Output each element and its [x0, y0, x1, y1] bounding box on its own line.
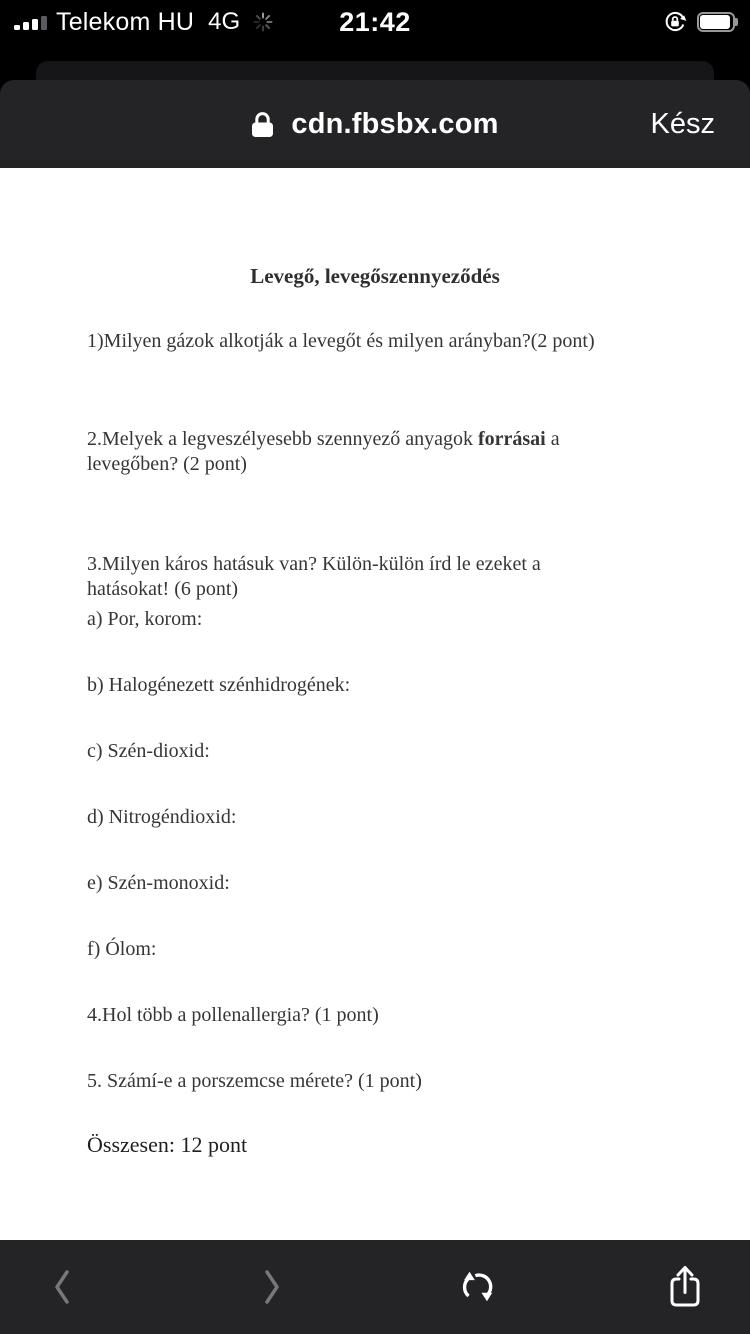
total-points: Összesen: 12 pont: [87, 1132, 248, 1157]
lock-icon: [251, 111, 274, 138]
document-title: Levegő, levegőszennyeződés: [250, 264, 500, 288]
question-4: 4.Hol több a pollenallergia? (1 pont): [87, 1004, 379, 1026]
browser-toolbar: [0, 1240, 750, 1334]
question-1: 1)Milyen gázok alkotják a levegőt és milyen arányban?(2 pont): [87, 330, 595, 352]
question-2: 2.Melyek a legveszélyesebb szennyező anyagok forrásai a levegőben? (2 pont): [87, 428, 560, 475]
question-2-bold: forrásai: [477, 428, 546, 450]
url-text: cdn.fbsbx.com: [291, 107, 499, 140]
safari-sheet: [0, 80, 750, 1334]
item-a: a) Por, korom:: [87, 608, 203, 630]
done-button[interactable]: Kész: [651, 80, 715, 168]
reload-button[interactable]: [443, 1240, 513, 1334]
battery-icon: [697, 12, 738, 32]
status-bar: [0, 0, 750, 44]
share-icon: [667, 1264, 703, 1310]
question-5: 5. Számí-e a porszemcse mérete? (1 pont): [87, 1070, 422, 1092]
forward-button[interactable]: [237, 1240, 307, 1334]
question-3: 3.Milyen káros hatásuk van? Külön-külön írd le ezeket a hatásokat! (6 pont): [87, 553, 541, 600]
item-b: b) Halogénezett szénhidrogének:: [87, 674, 351, 696]
address-field[interactable]: [0, 80, 750, 168]
clock: 21:42: [339, 6, 411, 37]
item-e: e) Szén-monoxid:: [87, 872, 230, 894]
carrier-label: Telekom HU: [56, 7, 195, 36]
url-bar: [0, 80, 750, 168]
item-d: d) Nitrogéndioxid:: [87, 806, 237, 828]
back-chevron-icon: [52, 1268, 72, 1306]
network-type-label: 4G: [208, 8, 241, 35]
back-button[interactable]: [27, 1240, 97, 1334]
forward-chevron-icon: [262, 1268, 282, 1306]
item-c: c) Szén-dioxid:: [87, 740, 210, 762]
reload-icon: [459, 1268, 497, 1306]
item-f: f) Ólom:: [87, 938, 157, 960]
rotation-lock-icon: [663, 10, 687, 34]
web-page-content[interactable]: [0, 168, 750, 1240]
share-button[interactable]: [650, 1240, 720, 1334]
